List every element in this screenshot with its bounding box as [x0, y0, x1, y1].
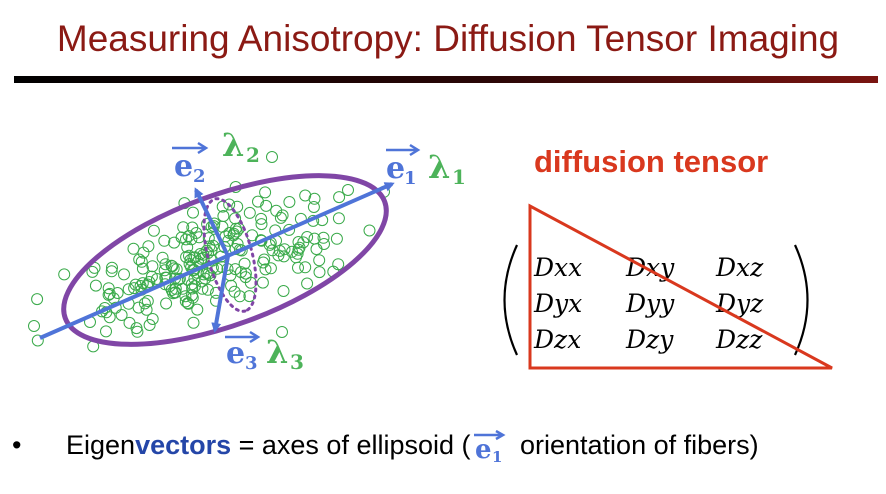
scatter-point	[59, 269, 70, 280]
scatter-point	[278, 286, 289, 297]
scatter-point	[139, 298, 150, 309]
svg-text:1: 1	[491, 448, 502, 462]
lambda3-label	[266, 333, 304, 374]
scatter-point	[257, 277, 268, 288]
scatter-point	[131, 323, 142, 334]
scatter-point	[159, 235, 170, 246]
scatter-point	[161, 298, 172, 309]
scatter-point	[334, 192, 345, 203]
e1-vector-inline	[471, 430, 513, 460]
e1-label	[386, 145, 418, 189]
scatter-point	[314, 255, 325, 266]
svg-text:2: 2	[193, 166, 206, 187]
scatter-point	[260, 187, 271, 198]
scatter-point	[157, 252, 168, 263]
diffusion-tensor-matrix	[490, 195, 840, 380]
scatter-point	[284, 197, 295, 208]
scatter-point	[116, 310, 127, 321]
scatter-point	[160, 259, 171, 270]
svg-text:λ: λ	[428, 148, 451, 186]
scatter-point	[188, 207, 199, 218]
bullet-eigenvectors	[0, 430, 886, 470]
svg-text:λ: λ	[266, 333, 289, 371]
tensor-cell: Dzz	[716, 325, 763, 354]
tensor-cell: Dyz	[716, 289, 764, 318]
svg-text:e: e	[386, 151, 406, 186]
title-divider	[14, 76, 878, 83]
scatter-point	[364, 225, 375, 236]
scatter-point	[331, 233, 342, 244]
e3-label	[225, 332, 258, 374]
tensor-cell: Dyy	[626, 289, 675, 318]
right-paren	[795, 245, 808, 355]
scatter-point	[90, 280, 101, 291]
svg-text:3: 3	[290, 350, 304, 374]
scatter-point	[244, 207, 255, 218]
tensor-cell: Dxx	[534, 253, 583, 282]
diffusion-ellipsoid-diagram	[0, 100, 500, 400]
scatter-point	[32, 294, 43, 305]
scatter-point	[314, 267, 325, 278]
scatter-point	[133, 302, 144, 313]
scatter-point	[188, 317, 199, 328]
diffusion-tensor-label: diffusion tensor	[534, 144, 769, 179]
bullet-text: Eigenvectors = axes of ellipsoid ( e 1 orientation of fibers)	[66, 430, 759, 461]
scatter-point	[29, 321, 40, 332]
scatter-point	[101, 326, 112, 337]
scatter-point	[308, 202, 319, 213]
scatter-point	[128, 243, 139, 254]
scatter-point	[147, 314, 158, 325]
scatter-point	[132, 326, 143, 337]
svg-text:1: 1	[452, 165, 466, 189]
scatter-points	[29, 152, 390, 352]
tensor-cell: Dxz	[716, 253, 764, 282]
tensor-cell: Dyx	[534, 289, 583, 318]
e2-label	[172, 143, 206, 187]
scatter-point	[142, 296, 153, 307]
slide-title: Measuring Anisotropy: Diffusion Tensor Imaging	[56, 18, 840, 59]
svg-text:2: 2	[246, 143, 260, 167]
svg-text:e: e	[226, 336, 246, 371]
scatter-point	[293, 262, 304, 273]
scatter-point	[148, 225, 159, 236]
svg-text:1: 1	[404, 168, 417, 189]
scatter-point	[333, 259, 344, 270]
tensor-cell: Dxy	[626, 253, 675, 282]
lambda2-label	[222, 126, 260, 167]
scatter-point	[230, 213, 241, 224]
scatter-point	[311, 244, 322, 255]
bullet-point: •	[12, 430, 22, 460]
scatter-point	[343, 185, 354, 196]
scatter-point	[119, 269, 130, 280]
tensor-cell: Dzx	[534, 325, 582, 354]
axis-e3	[215, 256, 228, 330]
scatter-point	[333, 213, 344, 224]
scatter-point	[169, 237, 180, 248]
left-paren	[505, 245, 518, 355]
svg-text:e: e	[474, 435, 492, 462]
keyword-vectors: vectors	[135, 430, 232, 460]
scatter-point	[226, 280, 237, 291]
scatter-point	[144, 320, 155, 331]
svg-text:3: 3	[245, 353, 258, 374]
scatter-point	[253, 196, 264, 207]
scatter-point	[267, 152, 278, 163]
scatter-point	[261, 200, 272, 211]
tensor-cell: Dzy	[626, 325, 674, 354]
scatter-point	[192, 304, 203, 315]
lambda1-label	[428, 148, 466, 189]
scatter-point	[302, 278, 313, 289]
svg-text:λ: λ	[222, 126, 245, 164]
svg-text:e: e	[174, 149, 194, 184]
